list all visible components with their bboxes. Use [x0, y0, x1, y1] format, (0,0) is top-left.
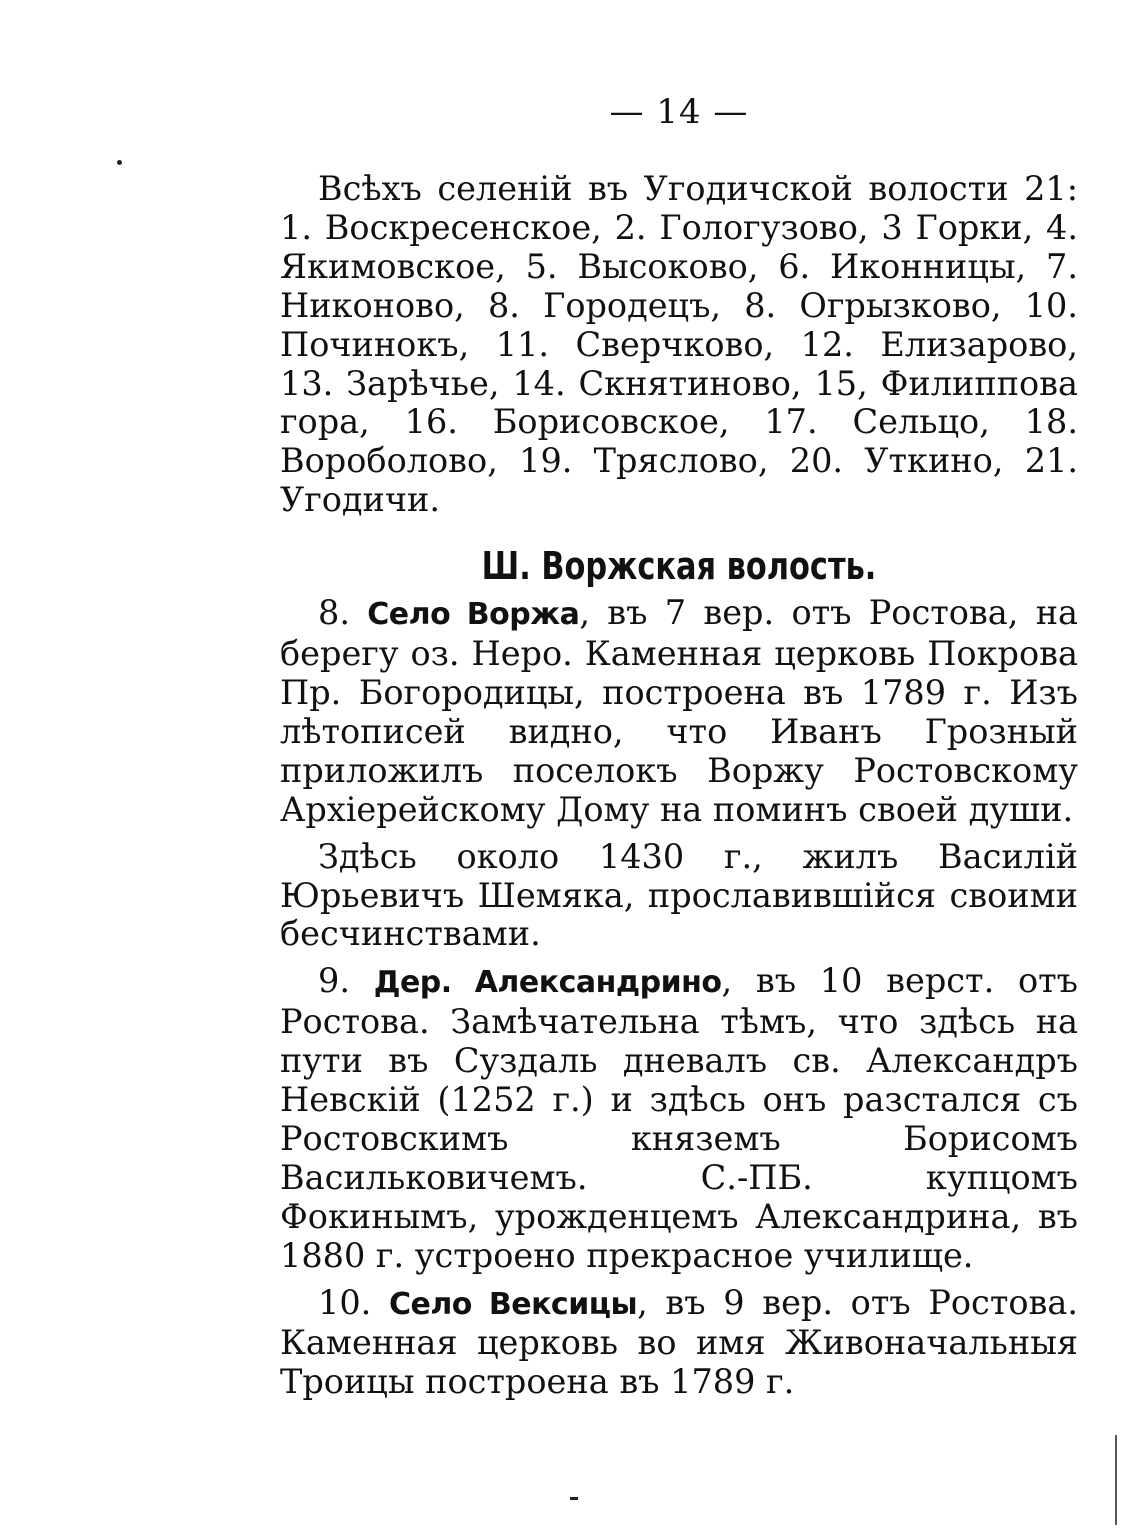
- entry-number: 10.: [318, 1282, 372, 1322]
- entry-name: Село Вексицы: [388, 1286, 638, 1322]
- entry-text: , въ 10 верст. отъ Ростова. Замѣчательна тѣмъ, что здѣсь на пути въ Суздаль дневалъ св. Александръ Невскій (1252 г.) и здѣсь онъ разстался съ Ростовскимъ княземъ Борисомъ Васильковичемъ. С.-ПБ. купцомъ Фокинымъ, урожденцемъ Александрина, въ 1880 г. устроено прекрасное училище.: [280, 961, 1078, 1275]
- entry-text: , въ 7 вер. отъ Ростова, на берегу оз. Неро. Каменная церковь Покрова Пр. Богородицы, построена въ 1789 г. Изъ лѣтописей видно, что Иванъ Грозный приложилъ поселокъ Воржу Ростовскому Архіерейскому Дому на поминъ своей души.: [280, 593, 1078, 829]
- entry-name: Дер. Александрино: [373, 965, 722, 1001]
- section-title: Ш. Воржская волость.: [481, 544, 877, 589]
- entry-number: 9.: [318, 961, 350, 1001]
- scan-speck: [117, 160, 122, 165]
- entry-paragraph: [280, 594, 1078, 829]
- entry-paragraph: [280, 1284, 1078, 1403]
- entry-text: , въ 9 вер. отъ Ростова. Каменная церковь во имя Живоначальныя Троицы построена въ 1789 г.: [280, 1282, 1079, 1402]
- book-page: [280, 92, 1078, 1402]
- villages-paragraph: Всѣхъ селеній въ Угодичской волости 21: 1. Воскресенское, 2. Гологузово, 3 Горки, 4. Якимовское, 5. Высоково, 6. Иконницы, 7. Никоново, 8. Городецъ, 8. Огрызково, 10. Починокъ, 11. Сверчково, 12. Елизарово, 13. Зарѣчье, 14. Скнятиново, 15, Филиппова гора, 16. Борисовское, 17. Сельцо, 18. Воробoлово, 19. Тряслово, 20. Уткино, 21. Угодичи.: [280, 169, 1078, 520]
- entry-text: Здѣсь около 1430 г., жилъ Василій Юрьевичъ Шемяка, прославившійся своими бесчинствами.: [280, 836, 1078, 954]
- scan-speck: [570, 1497, 578, 1500]
- scan-speck: [1115, 1435, 1117, 1525]
- entry-number: 8.: [318, 593, 350, 633]
- page-number: — 14 —: [609, 92, 749, 132]
- entry-paragraph: [280, 962, 1078, 1275]
- entry-paragraph: [280, 838, 1078, 955]
- entry-name: Село Воржа: [367, 597, 580, 633]
